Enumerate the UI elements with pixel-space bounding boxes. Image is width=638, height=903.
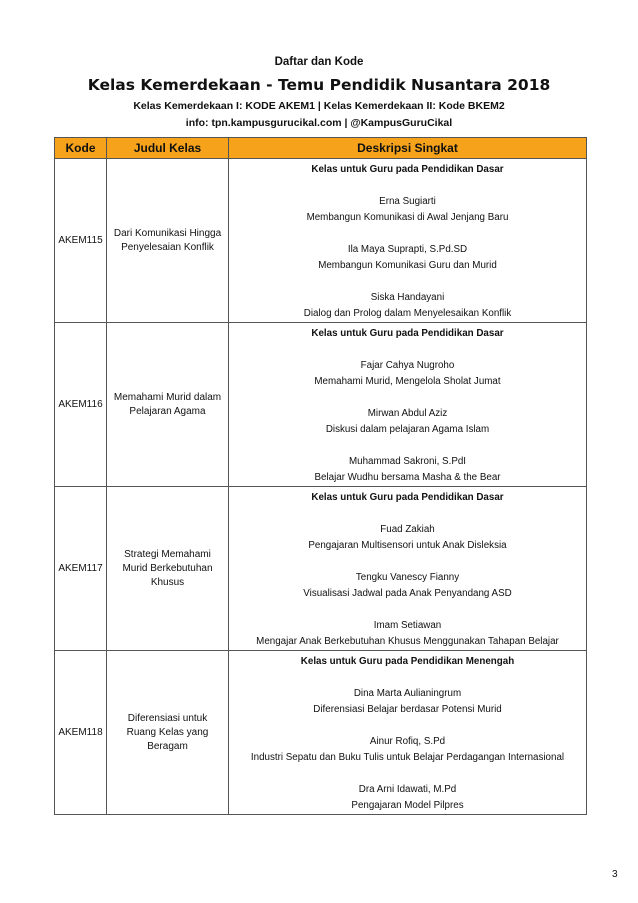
class-title: Strategi Memahami Murid Berkebutuhan Khusus <box>107 487 229 651</box>
class-code: AKEM117 <box>55 487 107 651</box>
session-block <box>229 406 586 438</box>
col-header-deskripsi: Deskripsi Singkat <box>229 138 587 159</box>
speaker-name: Dra Arni Idawati, M.Pd <box>358 784 457 795</box>
session-block <box>229 454 586 486</box>
page-number: 3 <box>612 869 618 880</box>
class-level: Kelas untuk Guru pada Pendidikan Dasar <box>311 164 504 175</box>
class-code: AKEM115 <box>55 159 107 323</box>
session-topic: Pengajaran Multisensori untuk Anak Disleksia <box>308 540 507 551</box>
class-title: Diferensiasi untuk Ruang Kelas yang Beragam <box>107 651 229 815</box>
class-level: Kelas untuk Guru pada Pendidikan Menengah <box>300 656 515 667</box>
speaker-name: Siska Handayani <box>370 292 445 303</box>
class-description <box>229 159 587 323</box>
session-block <box>229 734 586 766</box>
doc-subtitle: Daftar dan Kode <box>274 56 364 68</box>
session-block <box>229 522 586 554</box>
table-row <box>55 487 587 651</box>
speaker-name: Fajar Cahya Nugroho <box>360 360 455 371</box>
speaker-name: Erna Sugiarti <box>379 196 436 207</box>
class-description <box>229 651 587 815</box>
session-topic: Pengajaran Model Pilpres <box>351 800 464 811</box>
contact-info: info: tpn.kampusgurucikal.com | @KampusGuruCikal <box>185 117 453 129</box>
class-code: AKEM116 <box>55 323 107 487</box>
table-row <box>55 159 587 323</box>
class-level: Kelas untuk Guru pada Pendidikan Dasar <box>311 492 504 503</box>
session-block <box>229 194 586 226</box>
session-topic: Memahami Murid, Mengelola Sholat Jumat <box>314 376 501 387</box>
class-description <box>229 487 587 651</box>
session-topic: Dialog dan Prolog dalam Menyelesaikan Konflik <box>303 308 512 319</box>
session-block <box>229 290 586 322</box>
session-topic: Mengajar Anak Berkebutuhan Khusus Menggunakan Tahapan Belajar <box>256 636 559 647</box>
speaker-name: Ainur Rofiq, S.Pd <box>369 736 446 747</box>
doc-title: Kelas Kemerdekaan - Temu Pendidik Nusantara 2018 <box>87 76 551 94</box>
session-block <box>229 570 586 602</box>
class-level: Kelas untuk Guru pada Pendidikan Dasar <box>311 328 504 339</box>
col-header-kode: Kode <box>55 138 107 159</box>
speaker-name: Ila Maya Suprapti, S.Pd.SD <box>347 244 468 255</box>
class-title: Memahami Murid dalam Pelajaran Agama <box>107 323 229 487</box>
class-description <box>229 323 587 487</box>
class-title: Dari Komunikasi Hingga Penyelesaian Konflik <box>107 159 229 323</box>
table-header-row <box>55 138 587 159</box>
class-codes-info: Kelas Kemerdekaan I: KODE AKEM1 | Kelas Kemerdekaan II: Kode BKEM2 <box>133 100 505 112</box>
session-topic: Visualisasi Jadwal pada Anak Penyandang ASD <box>303 588 512 599</box>
session-topic: Diskusi dalam pelajaran Agama Islam <box>325 424 490 435</box>
col-header-judul: Judul Kelas <box>107 138 229 159</box>
session-topic: Diferensiasi Belajar berdasar Potensi Murid <box>313 704 502 715</box>
speaker-name: Imam Setiawan <box>373 620 442 631</box>
session-block <box>229 782 586 814</box>
session-block <box>229 686 586 718</box>
session-topic: Membangun Komunikasi Guru dan Murid <box>318 260 497 271</box>
session-block <box>229 358 586 390</box>
class-code: AKEM118 <box>55 651 107 815</box>
table-row <box>55 651 587 815</box>
session-topic: Industri Sepatu dan Buku Tulis untuk Belajar Perdagangan Internasional <box>250 752 565 763</box>
speaker-name: Dina Marta Aulianingrum <box>353 688 462 699</box>
speaker-name: Muhammad Sakroni, S.PdI <box>348 456 467 467</box>
session-block <box>229 618 586 650</box>
speaker-name: Mirwan Abdul Aziz <box>367 408 448 419</box>
speaker-name: Tengku Vanescy Fianny <box>355 572 460 583</box>
session-block <box>229 242 586 274</box>
table-row <box>55 323 587 487</box>
class-table <box>54 137 587 815</box>
session-topic: Membangun Komunikasi di Awal Jenjang Baru <box>306 212 509 223</box>
session-topic: Belajar Wudhu bersama Masha & the Bear <box>314 472 501 483</box>
speaker-name: Fuad Zakiah <box>380 524 435 535</box>
